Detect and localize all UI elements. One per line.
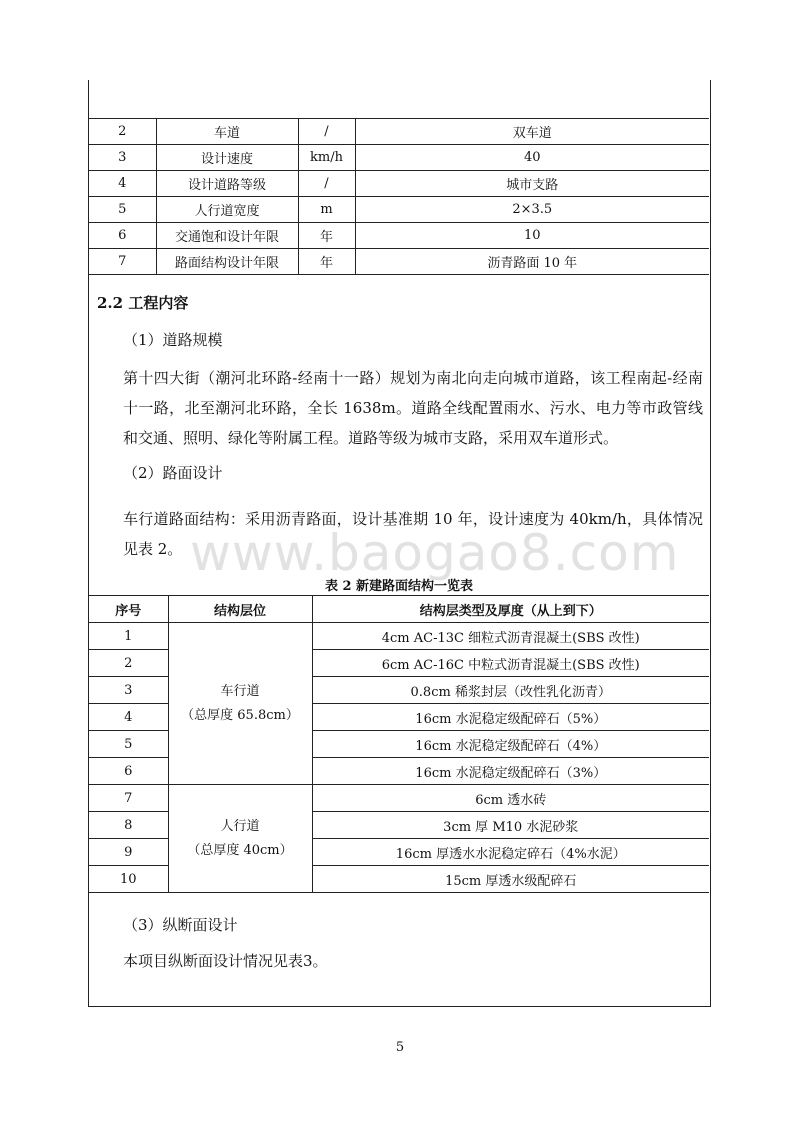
row-item: 交通饱和设计年限 — [156, 223, 298, 249]
row-number: 7 — [89, 785, 168, 812]
group-name: 人行道 — [220, 818, 260, 834]
row-number: 8 — [89, 812, 168, 839]
table-header-row — [89, 596, 709, 623]
subheading-pavement-design: （2）路面设计 — [123, 464, 223, 482]
row-layer: 6cm 透水砖 — [312, 785, 709, 812]
row-number: 2 — [89, 650, 168, 677]
row-item: 设计速度 — [156, 145, 298, 171]
row-value: 城市支路 — [355, 171, 709, 197]
row-layer: 16cm 水泥稳定级配碎石（5%） — [312, 704, 709, 731]
document-frame — [88, 80, 711, 1007]
row-number: 7 — [89, 249, 156, 275]
group-total-thickness: （总厚度 40cm） — [187, 842, 293, 858]
paragraph-longitudinal-design: 本项目纵断面设计情况见表3。 — [123, 952, 328, 970]
table-row — [89, 171, 709, 197]
row-unit: 年 — [298, 249, 355, 275]
row-item: 车道 — [156, 119, 298, 145]
row-number: 3 — [89, 677, 168, 704]
page-number: 5 — [395, 1040, 405, 1055]
row-number: 6 — [89, 223, 156, 249]
table2-caption: 表 2 新建路面结构一览表 — [324, 579, 474, 594]
row-layer: 16cm 水泥稳定级配碎石（4%） — [312, 731, 709, 758]
row-number: 3 — [89, 145, 156, 171]
row-layer: 6cm AC-16C 中粒式沥青混凝土(SBS 改性) — [312, 650, 709, 677]
table-row — [89, 197, 709, 223]
row-number: 2 — [89, 119, 156, 145]
row-number: 1 — [89, 623, 168, 650]
table-row — [89, 223, 709, 249]
paragraph-road-scale: 第十四大街（潮河北环路-经南十一路）规划为南北向走向城市道路，该工程南起-经南十一路，北至潮河北环路，全长 1638m。道路全线配置雨水、污水、电力等市政管线和交通、照明、绿化等附属工程。道路等级为城市支路，采用双车道形式。 — [123, 369, 703, 447]
subheading-longitudinal-design: （3）纵断面设计 — [123, 916, 238, 934]
paragraph-pavement-design: 车行道路面结构：采用沥青路面，设计基准期 10 年，设计速度为 40km/h，具体情况见表 2。 — [123, 510, 703, 558]
group-carriageway — [168, 623, 312, 785]
row-value: 40 — [355, 145, 709, 171]
section-heading: 2.2 工程内容 — [97, 294, 189, 312]
row-unit: m — [298, 197, 355, 223]
header-number: 序号 — [89, 596, 168, 623]
row-unit: km/h — [298, 145, 355, 171]
row-layer: 4cm AC-13C 细粒式沥青混凝土(SBS 改性) — [312, 623, 709, 650]
row-unit: / — [298, 171, 355, 197]
row-layer: 3cm 厚 M10 水泥砂浆 — [312, 812, 709, 839]
pavement-structure-table — [89, 595, 709, 893]
row-number: 9 — [89, 839, 168, 866]
watermark-text: www.baogao8.com — [190, 524, 680, 582]
row-item: 路面结构设计年限 — [156, 249, 298, 275]
row-value: 10 — [355, 223, 709, 249]
row-number: 5 — [89, 731, 168, 758]
row-item: 设计道路等级 — [156, 171, 298, 197]
group-name: 车行道 — [220, 683, 260, 699]
group-sidewalk — [168, 785, 312, 893]
row-layer: 15cm 厚透水级配碎石 — [312, 866, 709, 893]
row-value: 2×3.5 — [355, 197, 709, 223]
group-total-thickness: （总厚度 65.8cm） — [181, 707, 299, 723]
table-row — [89, 249, 709, 275]
row-layer: 16cm 水泥稳定级配碎石（3%） — [312, 758, 709, 785]
table-row — [89, 145, 709, 171]
header-layer-position: 结构层位 — [168, 596, 312, 623]
row-number: 5 — [89, 197, 156, 223]
table-row — [89, 785, 709, 812]
row-number: 4 — [89, 171, 156, 197]
row-layer: 0.8cm 稀浆封层（改性乳化沥青） — [312, 677, 709, 704]
row-layer: 16cm 厚透水水泥稳定碎石（4%水泥） — [312, 839, 709, 866]
row-unit: / — [298, 119, 355, 145]
header-layer-type: 结构层类型及厚度（从上到下） — [312, 596, 709, 623]
row-number: 6 — [89, 758, 168, 785]
row-value: 双车道 — [355, 119, 709, 145]
row-number: 10 — [89, 866, 168, 893]
row-unit: 年 — [298, 223, 355, 249]
subheading-road-scale: （1）道路规模 — [123, 331, 223, 349]
table-row — [89, 119, 709, 145]
row-number: 4 — [89, 704, 168, 731]
table-row — [89, 623, 709, 650]
parameter-table — [89, 118, 709, 275]
row-value: 沥青路面 10 年 — [355, 249, 709, 275]
row-item: 人行道宽度 — [156, 197, 298, 223]
